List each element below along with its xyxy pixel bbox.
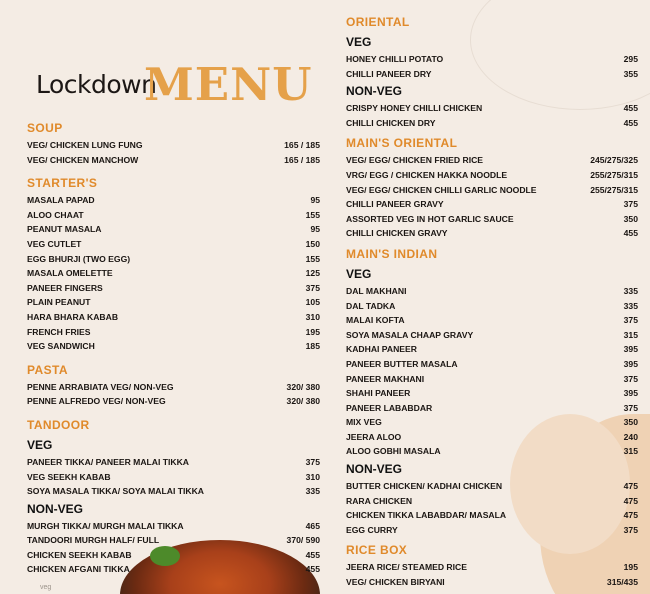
menu-item	[346, 386, 638, 401]
menu-item-price: 375	[623, 199, 638, 210]
menu-item	[27, 455, 320, 470]
corner-text: veg	[40, 584, 52, 591]
subsection-veg: VEG	[346, 266, 372, 281]
menu-item	[346, 212, 638, 227]
menu-item-name: VEG SEEKH KABAB	[27, 471, 111, 482]
menu-item-name: MASALA PAPAD	[27, 195, 95, 206]
menu-item-name: PANEER FINGERS	[27, 282, 103, 293]
menu-item-name: VEG SANDWICH	[27, 341, 95, 352]
section-oriental	[346, 12, 638, 130]
menu-item	[346, 284, 638, 299]
menu-item-price: 195	[623, 562, 638, 573]
menu-item-price: 95	[310, 224, 320, 235]
menu-item-price: 335	[623, 300, 638, 311]
subsection-nonveg: NON-VEG	[346, 84, 403, 99]
menu-item-name: VEG/ EGG/ CHICKEN CHILLI GARLIC NOODLE	[346, 184, 537, 195]
menu-item	[27, 208, 320, 223]
menu-item-price: 475	[623, 495, 638, 506]
menu-item-price: 95	[310, 195, 320, 206]
menu-item-price: 375	[623, 315, 638, 326]
right-column	[346, 12, 638, 590]
menu-item	[27, 310, 320, 325]
menu-item-name: VEG/ CHICKEN LUNG FUNG	[27, 140, 143, 150]
section-tandoor	[27, 415, 320, 577]
section-title: RICE BOX	[346, 543, 408, 558]
menu-item-price: 350	[623, 213, 638, 224]
menu-item-name: MALAI KOFTA	[346, 315, 405, 326]
menu-item-name: CHILLI PANEER GRAVY	[346, 199, 444, 210]
menu-item	[346, 153, 638, 168]
menu-item-price: 165 / 185	[284, 154, 320, 165]
menu-item-price: 395	[623, 358, 638, 369]
menu-item-price: 375	[623, 524, 638, 535]
menu-item-price: 465	[305, 520, 320, 531]
menu-item	[346, 444, 638, 459]
section-mains-oriental	[346, 133, 638, 241]
menu-item-name: VEG/ EGG/ CHICKEN FRIED RICE	[346, 155, 484, 166]
menu-item-name: HARA BHARA KABAB	[27, 311, 119, 322]
menu-item	[346, 299, 638, 314]
section-title: PASTA	[27, 362, 68, 377]
menu-item	[346, 415, 638, 430]
menu-item	[346, 52, 638, 67]
menu-item-price: 350	[623, 417, 638, 428]
menu-item	[346, 313, 638, 328]
menu-item-name: ALOO CHAAT	[27, 209, 84, 220]
menu-item-name: VEG/ CHICKEN MANCHOW	[27, 154, 139, 165]
menu-item	[346, 494, 638, 509]
menu-item-price: 475	[623, 481, 638, 492]
menu-item-name: VEG CUTLET	[27, 238, 82, 249]
menu-item-name: PANEER TIKKA/ PANEER MALAI TIKKA	[27, 456, 190, 467]
menu-item-name: HONEY CHILLI POTATO	[346, 54, 444, 64]
menu-item	[346, 560, 638, 575]
menu-item-name: EGG CURRY	[346, 524, 398, 535]
menu-item-price: 375	[623, 402, 638, 413]
menu-item-price: 255/275/315	[590, 184, 638, 195]
menu-item	[346, 357, 638, 372]
menu-item	[27, 153, 320, 168]
menu-item-price: 370/ 590	[286, 535, 320, 546]
menu-item-price: 455	[623, 103, 638, 114]
menu-item-price: 155	[305, 253, 320, 264]
menu-item-price: 320/ 380	[286, 381, 320, 392]
menu-item-name: PANEER MAKHANI	[346, 373, 425, 384]
menu-item	[346, 168, 638, 183]
menu-item-name: CHICKEN AFGANI TIKKA	[27, 564, 130, 575]
menu-item-name: VRG/ EGG / CHICKEN HAKKA NOODLE	[346, 169, 508, 180]
menu-item-name: PENNE ALFREDO VEG/ NON-VEG	[27, 396, 166, 407]
menu-item-price: 475	[623, 510, 638, 521]
section-title: MAIN'S INDIAN	[346, 246, 438, 261]
section-title: MAIN'S ORIENTAL	[346, 136, 458, 151]
menu-item-price: 375	[305, 456, 320, 467]
menu-item-price: 395	[623, 344, 638, 355]
menu-item-name: ALOO GOBHI MASALA	[346, 446, 441, 457]
subsection-veg: VEG	[27, 437, 53, 452]
menu-item	[27, 325, 320, 340]
menu-item	[346, 101, 638, 116]
menu-item-name: VEG/ CHICKEN BIRYANI	[346, 577, 445, 588]
section-starters	[27, 173, 320, 354]
menu-item-name: PEANUT MASALA	[27, 224, 102, 235]
menu-item-name: BUTTER CHICKEN/ KADHAI CHICKEN	[346, 481, 503, 492]
menu-item	[346, 401, 638, 416]
section-pasta	[27, 360, 320, 409]
menu-item-price: 125	[305, 268, 320, 279]
section-mains-indian	[346, 244, 638, 538]
menu-item	[346, 197, 638, 212]
menu-item	[346, 226, 638, 241]
menu-item-name: DAL MAKHANI	[346, 285, 407, 296]
menu-item-price: 315	[623, 329, 638, 340]
menu-item-price: 335	[305, 486, 320, 497]
menu-item	[27, 533, 320, 548]
menu-item	[27, 138, 320, 153]
menu-item-price: 310	[305, 471, 320, 482]
menu-item-name: ASSORTED VEG IN HOT GARLIC SAUCE	[346, 213, 514, 224]
menu-item-name: MASALA OMELETTE	[27, 268, 113, 279]
menu-item	[27, 562, 320, 577]
menu-item	[27, 519, 320, 534]
menu-item-price: 295	[623, 54, 638, 64]
subsection-nonveg: NON-VEG	[346, 462, 403, 477]
menu-item	[346, 328, 638, 343]
menu-item-name: SOYA MASALA TIKKA/ SOYA MALAI TIKKA	[27, 486, 204, 497]
menu-item-name: MURGH TIKKA/ MURGH MALAI TIKKA	[27, 520, 184, 531]
menu-item-price: 395	[623, 388, 638, 399]
menu-item	[346, 342, 638, 357]
menu-item	[27, 484, 320, 499]
menu-item-name: TANDOORI MURGH HALF/ FULL	[27, 535, 160, 546]
menu-item-price: 315	[623, 446, 638, 457]
menu-item-name: CRISPY HONEY CHILLI CHICKEN	[346, 103, 483, 114]
menu-item	[346, 183, 638, 198]
menu-item-price: 455	[623, 228, 638, 239]
menu-item-name: JEERA ALOO	[346, 431, 402, 442]
menu-item	[346, 523, 638, 538]
menu-item-price: 315/435	[606, 577, 638, 588]
logo-script-text: Lockdown	[36, 70, 157, 99]
menu-item-name: CHILLI CHICKEN DRY	[346, 117, 436, 128]
menu-item	[27, 252, 320, 267]
menu-item-name: EGG BHURJI (TWO EGG)	[27, 253, 131, 264]
menu-item	[346, 116, 638, 131]
menu-item-name: MIX VEG	[346, 417, 382, 428]
menu-item-name: PLAIN PEANUT	[27, 297, 91, 308]
logo-menu-text: MENU	[144, 58, 313, 111]
menu-item-name: CHICKEN SEEKH KABAB	[27, 549, 132, 560]
menu-item-price: 150	[305, 238, 320, 249]
menu-item-name: CHILLI CHICKEN GRAVY	[346, 228, 448, 239]
menu-item	[27, 548, 320, 563]
menu-item-name: SOYA MASALA CHAAP GRAVY	[346, 329, 474, 340]
menu-item	[27, 237, 320, 252]
menu-item-price: 355	[623, 68, 638, 79]
menu-item-price: 245/275/325	[590, 155, 638, 166]
menu-item	[27, 193, 320, 208]
menu-item	[27, 394, 320, 409]
menu-item	[27, 380, 320, 395]
menu-item-price: 240	[623, 431, 638, 442]
menu-item-name: JEERA RICE/ STEAMED RICE	[346, 562, 467, 573]
menu-item-price: 455	[623, 117, 638, 128]
menu-item-price: 455	[305, 564, 320, 575]
menu-item-name: CHICKEN TIKKA LABABDAR/ MASALA	[346, 510, 507, 521]
menu-item	[27, 222, 320, 237]
section-title: STARTER'S	[27, 176, 98, 191]
left-column	[27, 118, 320, 577]
menu-item-price: 185	[305, 341, 320, 352]
menu-item-name: PANEER BUTTER MASALA	[346, 358, 458, 369]
section-title: SOUP	[27, 121, 63, 135]
menu-item	[27, 281, 320, 296]
section-rice-box	[346, 540, 638, 589]
menu-item-name: RARA CHICKEN	[346, 495, 413, 506]
menu-item	[27, 295, 320, 310]
menu-item-price: 105	[305, 297, 320, 308]
section-title: ORIENTAL	[346, 15, 410, 29]
menu-item-name: DAL TADKA	[346, 300, 396, 311]
menu-item	[27, 339, 320, 354]
menu-item-price: 195	[305, 326, 320, 337]
menu-item-price: 320/ 380	[286, 396, 320, 407]
menu-item-name: PANEER LABABDAR	[346, 402, 433, 413]
menu-item-price: 165 / 185	[284, 140, 320, 150]
menu-item-price: 375	[623, 373, 638, 384]
menu-item	[346, 430, 638, 445]
menu-item-name: PENNE ARRABIATA VEG/ NON-VEG	[27, 381, 174, 392]
menu-item-price: 335	[623, 285, 638, 296]
section-soup	[27, 118, 320, 167]
menu-item-name: FRENCH FRIES	[27, 326, 91, 337]
menu-item	[27, 470, 320, 485]
menu-item-price: 310	[305, 311, 320, 322]
section-title: TANDOOR	[27, 417, 90, 432]
menu-item	[346, 479, 638, 494]
menu-item-name: KADHAI PANEER	[346, 344, 417, 355]
menu-item-price: 455	[305, 549, 320, 560]
menu-item	[346, 372, 638, 387]
subsection-nonveg: NON-VEG	[27, 501, 84, 516]
menu-item	[27, 266, 320, 281]
menu-item-price: 255/275/315	[590, 169, 638, 180]
menu-item	[346, 575, 638, 590]
subsection-veg: VEG	[346, 35, 372, 49]
menu-item-name: CHILLI PANEER DRY	[346, 68, 432, 79]
menu-item	[346, 67, 638, 82]
menu-item-name: SHAHI PANEER	[346, 388, 411, 399]
menu-item-price: 155	[305, 209, 320, 220]
menu-item	[346, 508, 638, 523]
menu-item-price: 375	[305, 282, 320, 293]
